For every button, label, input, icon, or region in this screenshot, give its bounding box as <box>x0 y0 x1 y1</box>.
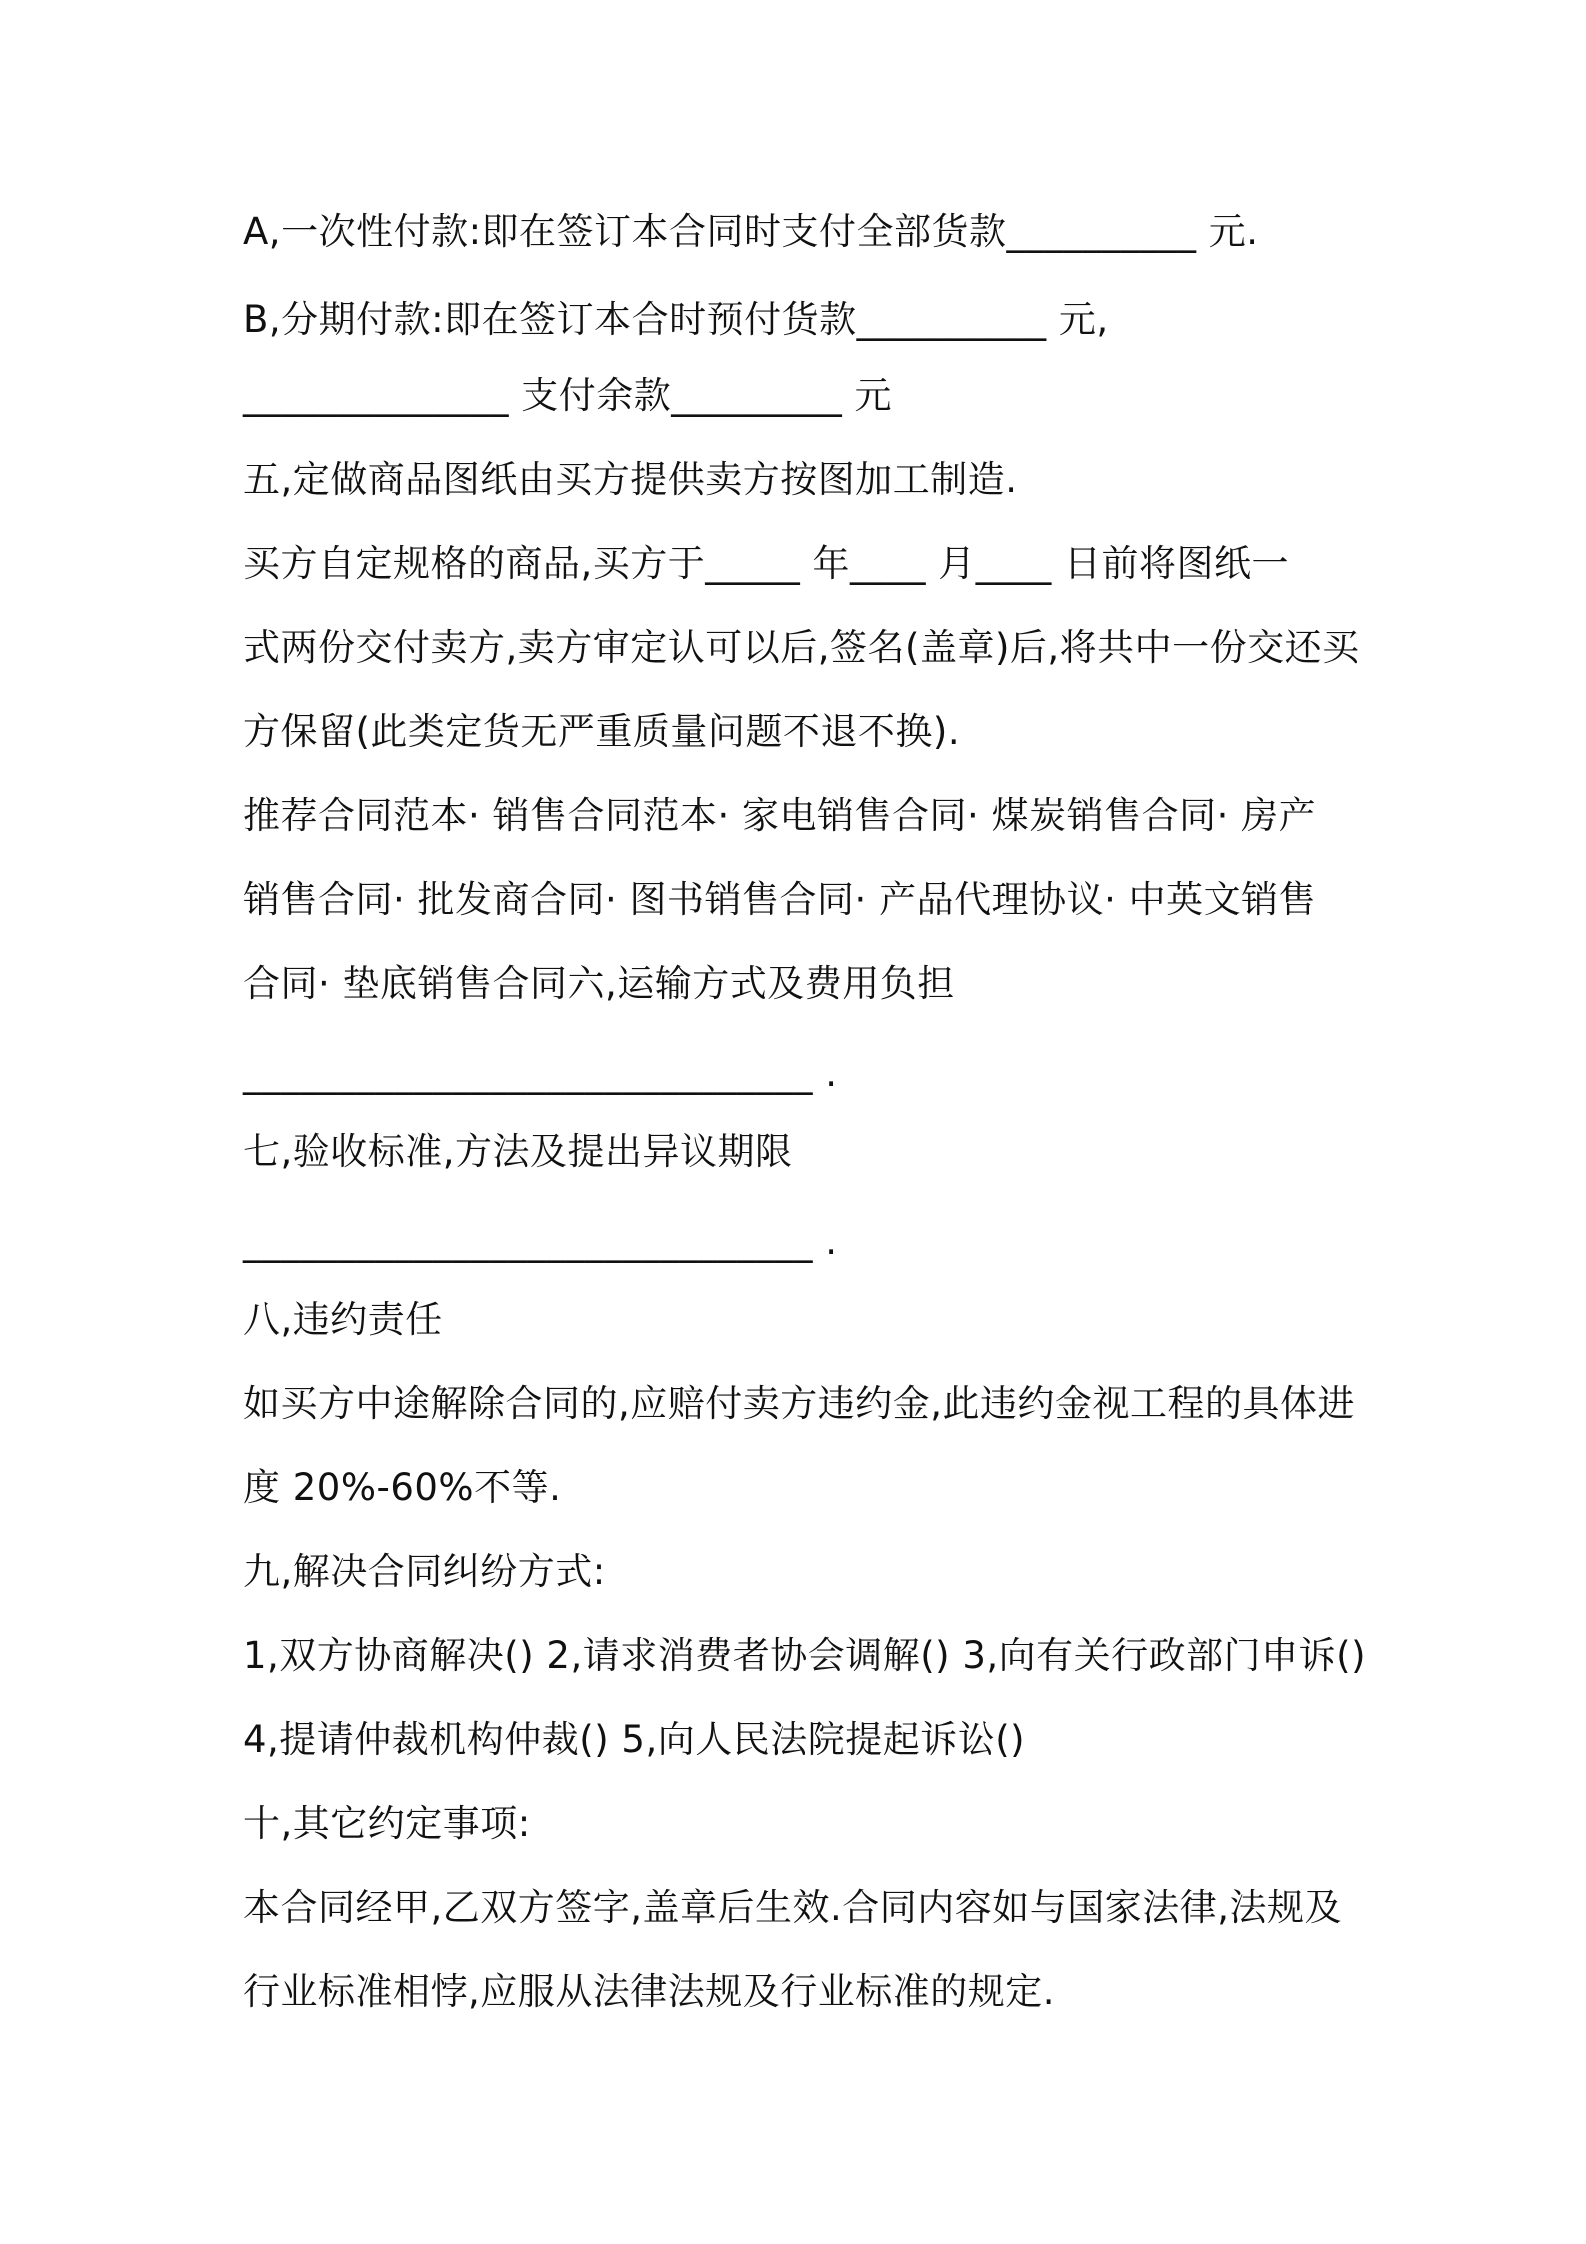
blank-line: ______________________________ . <box>243 1052 838 1095</box>
payment-option-b: B,分期付款:即在签订本合时预付货款__________ 元, <box>243 298 1109 341</box>
recommendation-line: 推荐合同范本· 销售合同范本· 家电销售合同· 煤炭销售合同· 房产 <box>243 794 1317 837</box>
paragraph-line: 买方自定规格的商品,买方于_____ 年____ 月____ 日前将图纸一 <box>243 542 1290 585</box>
payment-option-a: A,一次性付款:即在签订本合同时支付全部货款__________ 元. <box>243 210 1259 253</box>
paragraph-line: 式两份交付卖方,卖方审定认可以后,签名(盖章)后,将共中一份交还买 <box>243 626 1360 669</box>
dispute-options-line: 1,双方协商解决() 2,请求消费者协会调解() 3,向有关行政部门申诉() <box>243 1634 1367 1677</box>
recommendation-line: 销售合同· 批发商合同· 图书销售合同· 产品代理协议· 中英文销售 <box>243 878 1317 921</box>
paragraph-line: 本合同经甲,乙双方签字,盖章后生效.合同内容如与国家法律,法规及 <box>243 1886 1343 1929</box>
section-8-heading: 八,违约责任 <box>243 1298 443 1341</box>
section-10-heading: 十,其它约定事项: <box>243 1802 531 1845</box>
section-5-heading: 五,定做商品图纸由买方提供卖方按图加工制造. <box>243 458 1018 501</box>
paragraph-line: 度 20%-60%不等. <box>243 1466 562 1509</box>
dispute-options-line: 4,提请仲裁机构仲裁() 5,向人民法院提起诉讼() <box>243 1718 1026 1761</box>
paragraph-line: 行业标准相悖,应服从法律法规及行业标准的规定. <box>243 1970 1056 2013</box>
blank-line: ______________________________ . <box>243 1220 838 1263</box>
paragraph-line: 如买方中途解除合同的,应赔付卖方违约金,此违约金视工程的具体进 <box>243 1382 1356 1425</box>
payment-balance-line: ______________ 支付余款_________ 元 <box>243 374 893 417</box>
section-9-heading: 九,解决合同纠纷方式: <box>243 1550 606 1593</box>
paragraph-line: 方保留(此类定货无严重质量问题不退不换). <box>243 710 961 753</box>
section-7-heading: 七,验收标准,方法及提出异议期限 <box>243 1130 793 1173</box>
section-6-heading: 合同· 垫底销售合同六,运输方式及费用负担 <box>243 962 955 1005</box>
